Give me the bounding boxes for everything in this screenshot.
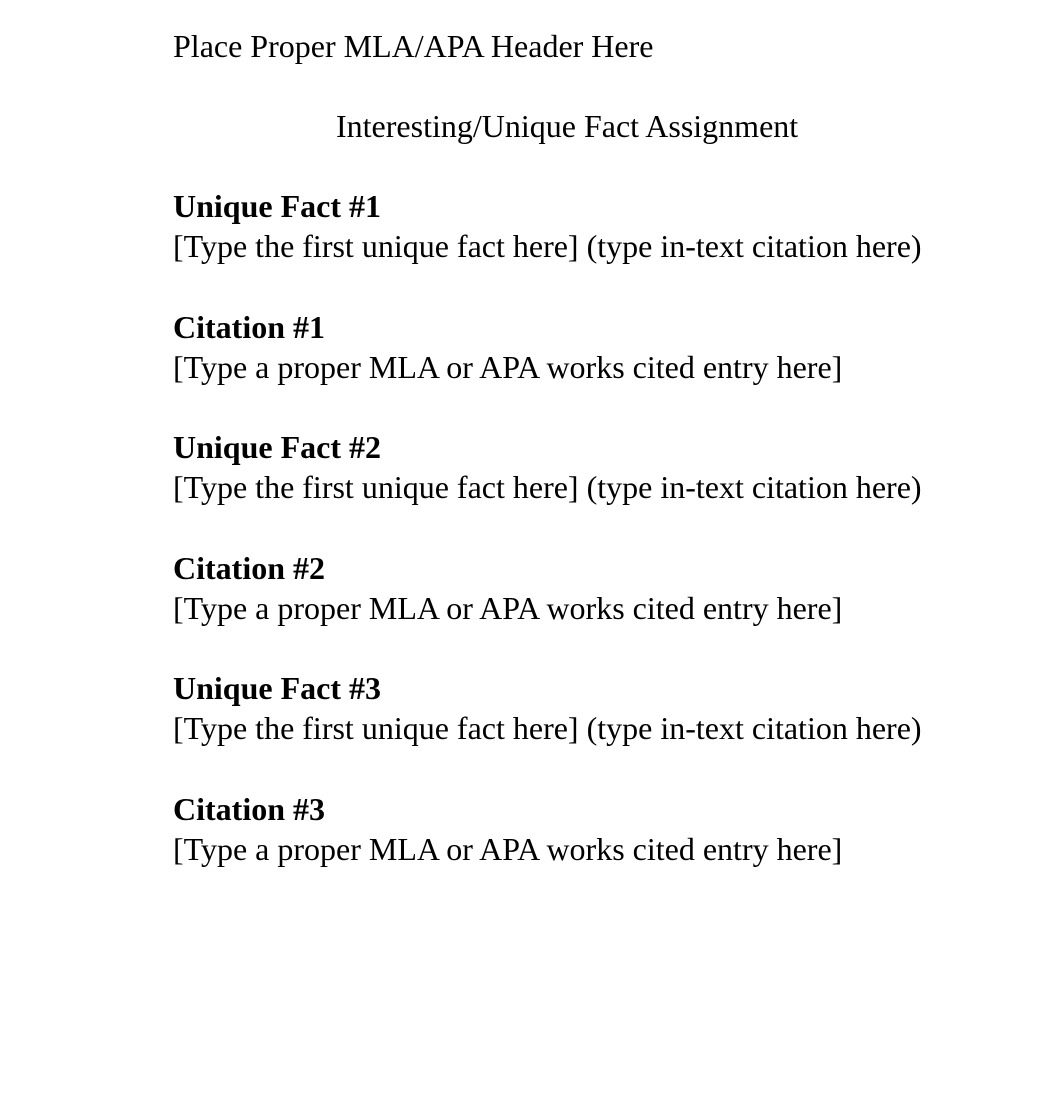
citation-body-1: [Type a proper MLA or APA works cited entry here] <box>173 349 843 385</box>
fact-heading-3: Unique Fact #3 <box>173 670 381 706</box>
fact-heading-2: Unique Fact #2 <box>173 429 381 465</box>
citation-heading-2: Citation #2 <box>173 550 325 586</box>
fact-heading-1: Unique Fact #1 <box>173 188 381 224</box>
fact-body-3: [Type the first unique fact here] (type in-text citation here) <box>173 710 922 746</box>
citation-heading-3: Citation #3 <box>173 791 325 827</box>
header-placeholder: Place Proper MLA/APA Header Here <box>173 28 654 64</box>
assignment-title: Interesting/Unique Fact Assignment <box>336 108 799 144</box>
fact-body-2: [Type the first unique fact here] (type in-text citation here) <box>173 469 922 505</box>
citation-heading-1: Citation #1 <box>173 309 325 345</box>
citation-body-3: [Type a proper MLA or APA works cited entry here] <box>173 831 843 867</box>
fact-body-1: [Type the first unique fact here] (type in-text citation here) <box>173 228 922 264</box>
citation-body-2: [Type a proper MLA or APA works cited entry here] <box>173 590 843 626</box>
